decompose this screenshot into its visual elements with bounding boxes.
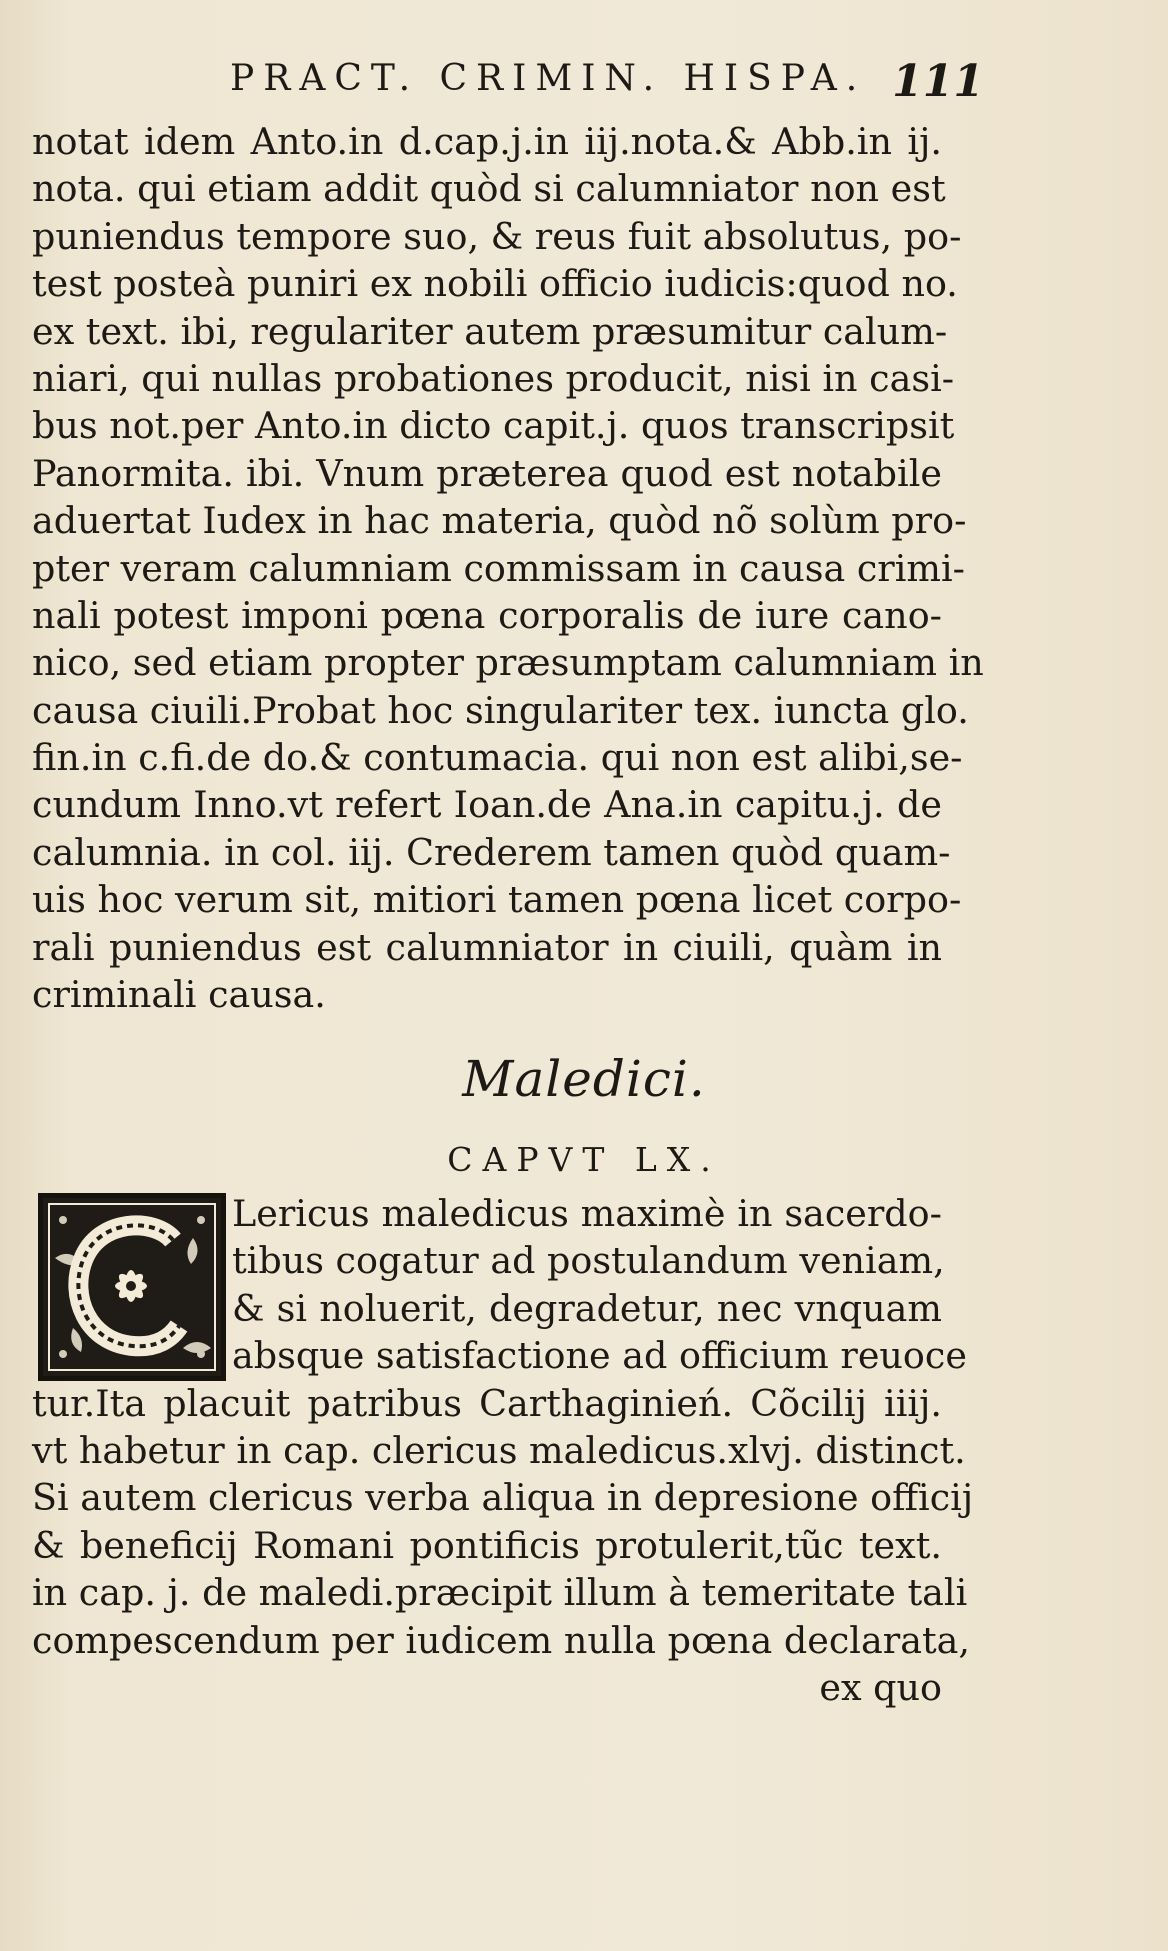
text-line: nico, sed etiam propter præsumptam calumniam in xyxy=(32,641,984,685)
text-line: test posteà puniri ex nobili officio iudicis:quod no. xyxy=(32,262,958,306)
chapter-paragraph xyxy=(32,1190,974,1711)
text-line: puniendus tempore suo, & reus fuit absolutus, po- xyxy=(32,214,962,258)
text-line: tur.Ita placuit patribus Carthaginień. Cõcilij iiij. xyxy=(32,1381,942,1425)
running-head xyxy=(230,58,1050,108)
text-line: uis hoc verum sit, mitiori tamen pœna licet corpo- xyxy=(32,878,962,922)
text-line: in cap. j. de maledi.præcipit illum à temeritate tali xyxy=(32,1571,968,1615)
text-line: ex text. ibi, regulariter autem præsumitur calum- xyxy=(32,309,948,353)
text-line: vt habetur in cap. clericus maledicus.xlvj. distinct. xyxy=(32,1428,966,1472)
text-line: & si noluerit, degradetur, nec vnquam xyxy=(232,1286,942,1330)
text-line: aduertat Iudex in hac materia, quòd nõ solùm pro- xyxy=(32,499,967,543)
text-line: absque satisfactione ad officium reuoce xyxy=(232,1334,967,1378)
running-title: PRACT. CRIMIN. HISPA. xyxy=(230,58,867,99)
text-line: tibus cogatur ad postulandum veniam, xyxy=(232,1239,945,1283)
text-line: niari, qui nullas probationes producit, nisi in casi- xyxy=(32,356,955,400)
text-line: cundum Inno.vt refert Ioan.de Ana.in capitu.j. de xyxy=(32,783,942,827)
text-line: Panormita. ibi. Vnum præterea quod est notabile xyxy=(32,451,942,495)
text-line-last: criminali causa. xyxy=(32,973,326,1017)
section-title: Maledici. xyxy=(462,1050,706,1108)
text-line: rali puniendus est calumniator in ciuili, quàm in xyxy=(32,925,942,969)
text-line: compescendum per iudicem nulla pœna declarata, xyxy=(32,1618,970,1662)
text-line: Si autem clericus verba aliqua in depresione officij xyxy=(32,1476,974,1520)
text-line: calumnia. in col. iij. Crederem tamen quòd quam- xyxy=(32,830,951,874)
text-line: nota. qui etiam addit quòd si calumniator non est xyxy=(32,167,946,211)
text-line: notat idem Anto.in d.cap.j.in iij.nota.& Abb.in ij. xyxy=(32,120,942,163)
text-line: nali potest imponi pœna corporalis de iure cano- xyxy=(32,593,942,637)
catchword: ex quo xyxy=(819,1665,942,1709)
text-line: fin.in c.fi.de do.& contumacia. qui non est alibi,se- xyxy=(32,736,963,780)
text-line: Lericus maledicus maximè in sacerdo- xyxy=(232,1192,942,1235)
page-number: 111 xyxy=(892,56,984,107)
chapter-heading: CAPVT LX. xyxy=(447,1140,721,1179)
main-paragraph xyxy=(32,118,984,1018)
text-line: bus not.per Anto.in dicto capit.j. quos transcripsit xyxy=(32,404,955,448)
text-line: & beneficij Romani pontificis protulerit,tũc text. xyxy=(32,1523,942,1567)
text-line: causa ciuili.Probat hoc singulariter tex. iuncta glo. xyxy=(32,688,969,732)
text-line: pter veram calumniam commissam in causa crimi- xyxy=(32,546,965,590)
